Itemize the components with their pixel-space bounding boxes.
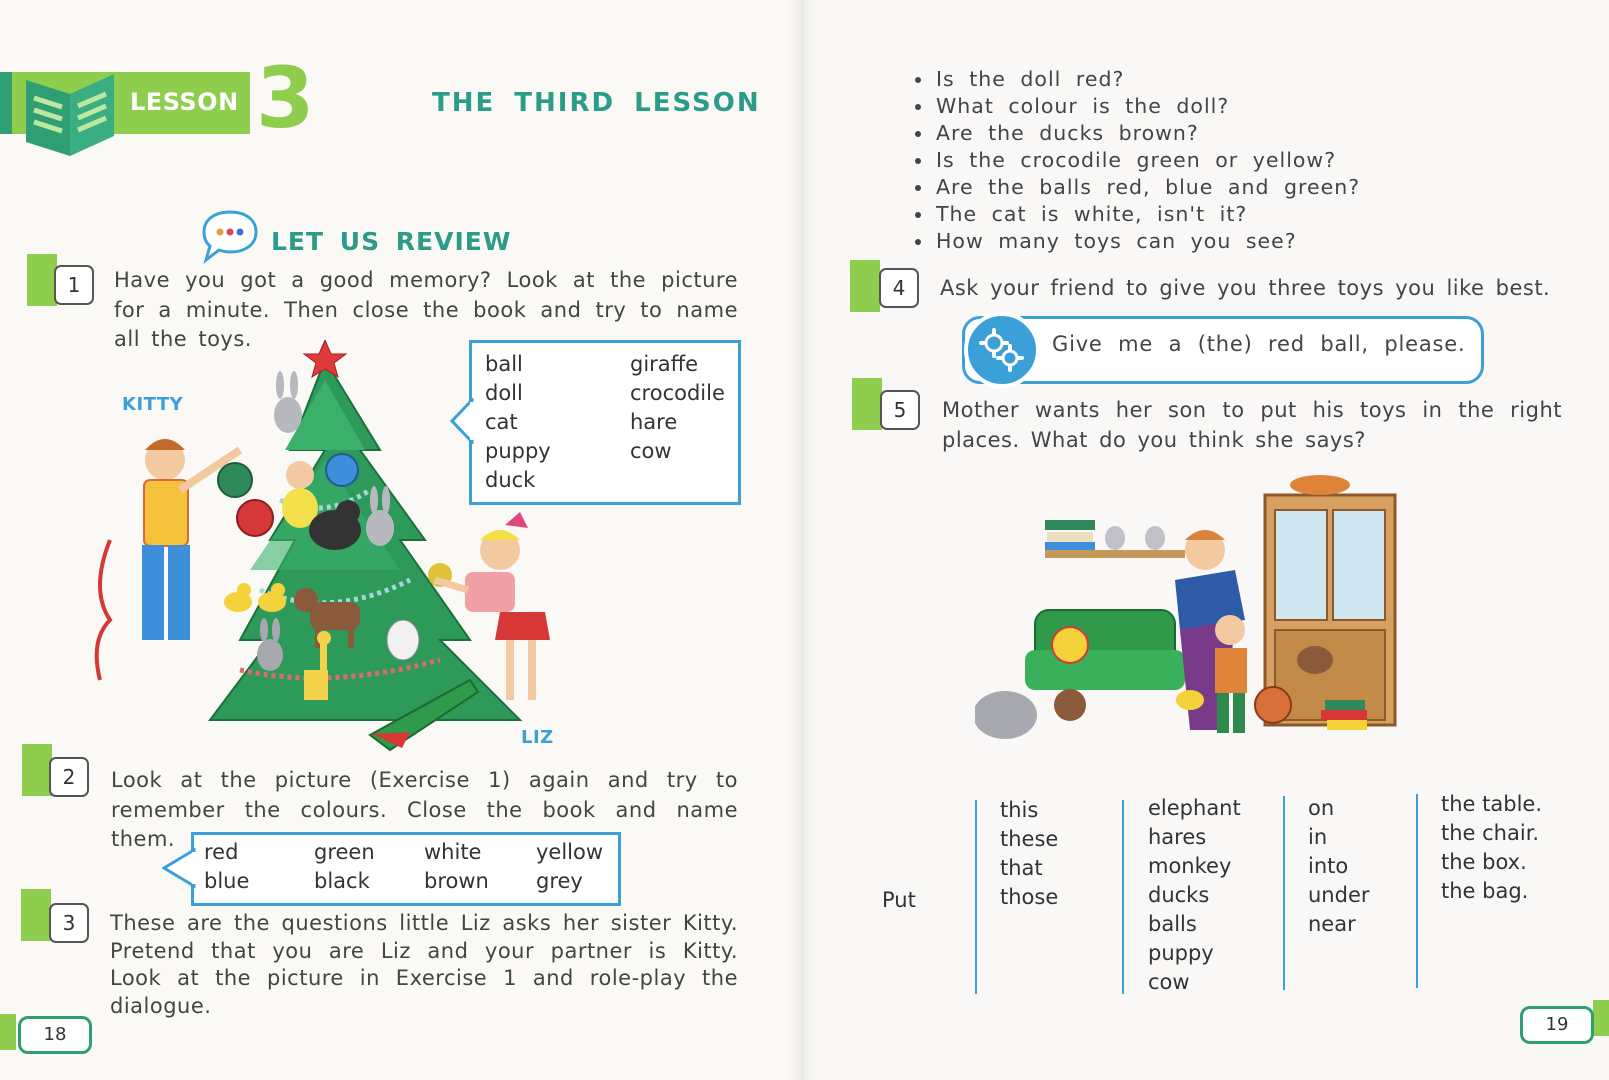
table-cell: in bbox=[1308, 825, 1328, 849]
colour-word: black bbox=[314, 869, 370, 893]
exercise-flag bbox=[21, 889, 51, 941]
table-cell: those bbox=[1000, 885, 1059, 909]
exercise-3-instructions: These are the questions little Liz asks her sister Kitty. Pretend that you are Liz and your partner is Kitty. Look at the picture in Exercise 1 and role-play the dialogue. bbox=[110, 911, 738, 1018]
word-item: duck bbox=[485, 468, 536, 492]
exercise-1-instructions: Have you got a good memory? Look at the picture for a minute. Then close the book and try to name all the toys. bbox=[114, 268, 738, 351]
exercise-flag bbox=[852, 378, 882, 430]
colour-word: brown bbox=[424, 869, 489, 893]
table-cell: cow bbox=[1148, 970, 1190, 994]
table-cell: near bbox=[1308, 912, 1356, 936]
word-item: cow bbox=[630, 439, 672, 463]
table-verb: Put bbox=[882, 888, 916, 912]
table-cell: on bbox=[1308, 796, 1335, 820]
exercise-4-instructions: Ask your friend to give you three toys you like best. bbox=[940, 276, 1551, 300]
exercise-number: 5 bbox=[880, 390, 920, 430]
kitty-label: KITTY bbox=[122, 394, 184, 415]
question-list bbox=[906, 66, 1360, 255]
determiner-column bbox=[1000, 796, 1058, 912]
exercise-flag bbox=[22, 744, 52, 796]
page-number-right: 19 bbox=[1520, 1006, 1594, 1044]
lesson-label: LESSON bbox=[130, 88, 239, 116]
table-cell: under bbox=[1308, 883, 1370, 907]
word-item: cat bbox=[485, 410, 518, 434]
table-cell: elephant bbox=[1148, 796, 1241, 820]
exercise-flag bbox=[850, 260, 880, 312]
exercise-5-instructions: Mother wants her son to put his toys in the right places. What do you think she says? bbox=[942, 398, 1562, 452]
exercise-number: 4 bbox=[879, 268, 919, 308]
list-item: Is the crocodile green or yellow? bbox=[906, 147, 1360, 174]
page-number-flag bbox=[1593, 1000, 1609, 1036]
table-cell: monkey bbox=[1148, 854, 1232, 878]
speech-bubble-icon bbox=[200, 208, 260, 264]
lesson-title: THE THIRD LESSON bbox=[432, 88, 761, 118]
room-illustration bbox=[975, 470, 1435, 780]
colour-column-2 bbox=[314, 838, 375, 896]
book-gutter bbox=[788, 0, 818, 1080]
colour-word: red bbox=[204, 840, 239, 864]
table-divider bbox=[975, 800, 977, 994]
list-item: Are the balls red, blue and green? bbox=[906, 174, 1360, 201]
exercise-2-instructions: Look at the picture (Exercise 1) again and try to remember the colours. Close the book and name them. bbox=[111, 768, 738, 851]
open-book-icon bbox=[22, 70, 118, 158]
table-cell: into bbox=[1308, 854, 1349, 878]
word-item: giraffe bbox=[630, 352, 699, 376]
exercise-flag bbox=[27, 254, 57, 306]
preposition-column bbox=[1308, 794, 1370, 939]
colour-column-4 bbox=[536, 838, 603, 896]
list-item: Are the ducks brown? bbox=[906, 120, 1360, 147]
page-number-left: 18 bbox=[18, 1016, 92, 1054]
exercise-number: 2 bbox=[49, 757, 89, 797]
liz-label: LIZ bbox=[521, 727, 554, 748]
table-cell: the chair. bbox=[1441, 821, 1540, 845]
christmas-tree-illustration bbox=[80, 340, 580, 760]
list-item: What colour is the doll? bbox=[906, 93, 1360, 120]
table-cell: the table. bbox=[1441, 792, 1543, 816]
list-item: Is the doll red? bbox=[906, 66, 1360, 93]
list-item: How many toys can you see? bbox=[906, 228, 1360, 255]
colour-word: green bbox=[314, 840, 375, 864]
toy-words-column-2 bbox=[630, 350, 725, 466]
table-cell: the box. bbox=[1441, 850, 1527, 874]
colour-word: grey bbox=[536, 869, 583, 893]
table-divider bbox=[1122, 800, 1124, 994]
word-box-pointer bbox=[162, 848, 196, 888]
place-column bbox=[1441, 790, 1542, 906]
table-divider bbox=[1416, 794, 1418, 988]
word-item: hare bbox=[630, 410, 678, 434]
table-cell: that bbox=[1000, 856, 1043, 880]
colour-word: white bbox=[424, 840, 482, 864]
colour-word: blue bbox=[204, 869, 250, 893]
exercise-number: 3 bbox=[49, 903, 89, 943]
word-item: ball bbox=[485, 352, 523, 376]
table-cell: this bbox=[1000, 798, 1039, 822]
table-divider bbox=[1283, 796, 1285, 990]
table-cell: puppy bbox=[1148, 941, 1214, 965]
table-cell: balls bbox=[1148, 912, 1197, 936]
section-title: LET US REVIEW bbox=[271, 227, 512, 256]
word-item: puppy bbox=[485, 439, 551, 463]
colour-column-1 bbox=[204, 838, 249, 896]
sample-phrase: Give me a (the) red ball, please. bbox=[1052, 332, 1466, 356]
table-cell: hares bbox=[1148, 825, 1207, 849]
word-item: doll bbox=[485, 381, 523, 405]
table-cell: the bag. bbox=[1441, 879, 1529, 903]
lesson-number: 3 bbox=[256, 49, 315, 147]
exercise-number: 1 bbox=[54, 265, 94, 305]
list-item: The cat is white, isn't it? bbox=[906, 201, 1360, 228]
colour-column-3 bbox=[424, 838, 489, 896]
colour-word: yellow bbox=[536, 840, 604, 864]
word-item: crocodile bbox=[630, 381, 725, 405]
page-number-flag bbox=[0, 1014, 16, 1050]
table-cell: these bbox=[1000, 827, 1059, 851]
toy-column bbox=[1148, 794, 1241, 997]
table-cell: ducks bbox=[1148, 883, 1210, 907]
gear-icon bbox=[962, 310, 1042, 390]
